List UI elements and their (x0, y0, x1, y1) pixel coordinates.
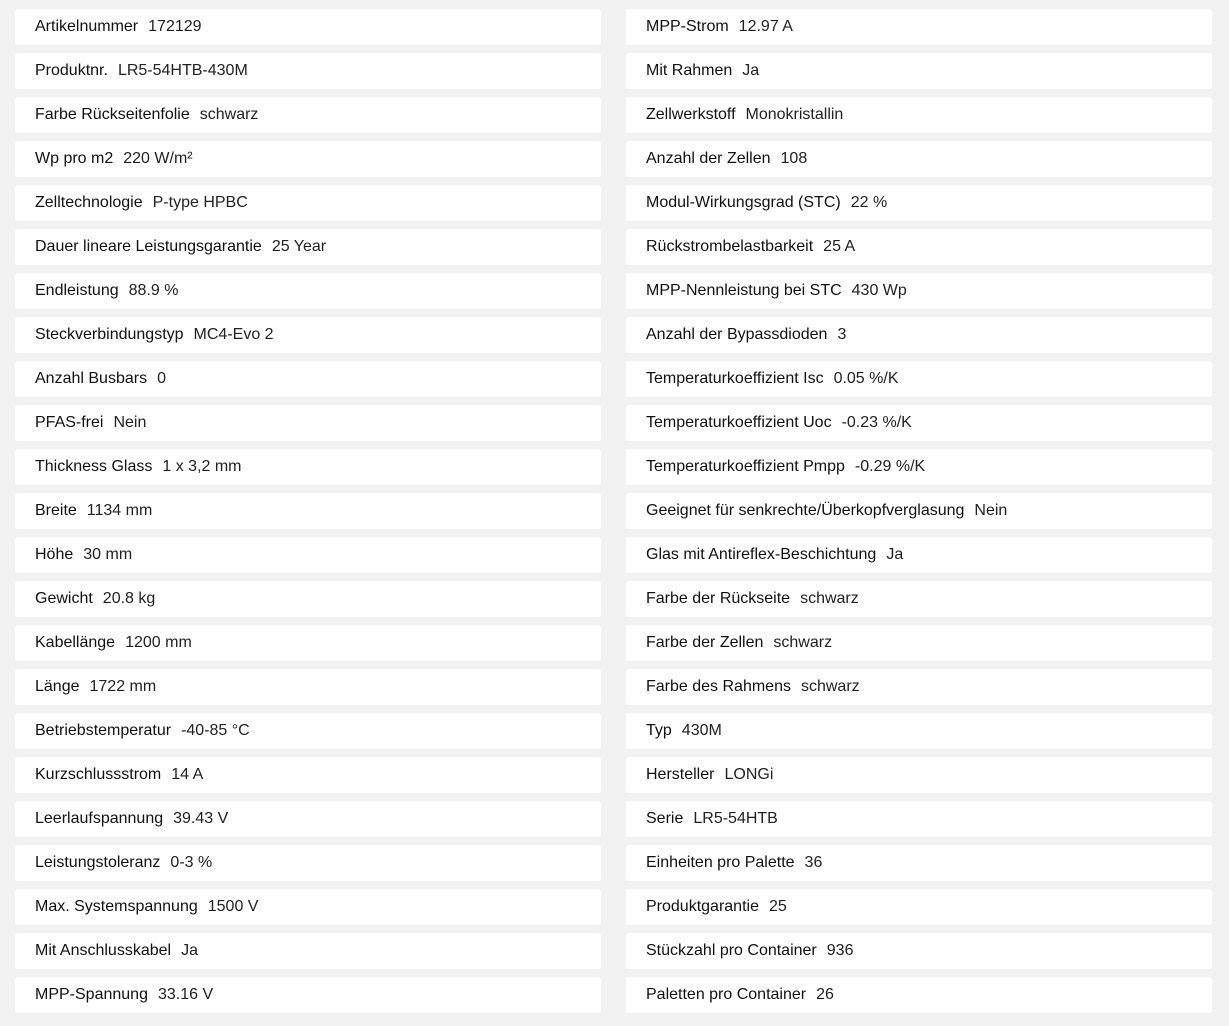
spec-row (15, 405, 601, 441)
spec-value: 1134 mm (86, 502, 153, 519)
spec-label: Kurzschlussstrom (35, 766, 162, 783)
spec-row (626, 97, 1212, 133)
spec-row (15, 713, 601, 749)
spec-label: Hersteller (646, 766, 715, 783)
spec-row (626, 449, 1212, 485)
spec-value: 430 Wp (851, 282, 907, 299)
spec-row (15, 317, 601, 353)
spec-row (626, 273, 1212, 309)
spec-row (626, 713, 1212, 749)
spec-row (626, 581, 1212, 617)
spec-label: Mit Rahmen (646, 62, 733, 79)
spec-value: 430M (681, 722, 722, 739)
spec-row (15, 273, 601, 309)
spec-value: Monokristallin (745, 106, 844, 123)
spec-label: Dauer lineare Leistungsgarantie (35, 238, 262, 255)
spec-row (626, 141, 1212, 177)
spec-value: 33.16 V (157, 986, 214, 1003)
spec-value: Nein (974, 502, 1008, 519)
spec-row (15, 581, 601, 617)
spec-value: P-type HPBC (152, 194, 248, 211)
spec-row (15, 625, 601, 661)
spec-value: 1 x 3,2 mm (162, 458, 242, 475)
spec-row (626, 185, 1212, 221)
spec-value: 25 A (823, 238, 856, 255)
spec-value: 26 (816, 986, 834, 1003)
spec-grid (15, 9, 1212, 1013)
spec-label: Betriebstemperatur (35, 722, 172, 739)
spec-label: MPP-Nennleistung bei STC (646, 282, 842, 299)
spec-label: Höhe (35, 546, 74, 563)
spec-label: Stückzahl pro Container (646, 942, 817, 959)
spec-value: 0-3 % (170, 854, 213, 871)
spec-row (626, 317, 1212, 353)
spec-label: Farbe der Rückseite (646, 590, 791, 607)
spec-label: Steckverbindungstyp (35, 326, 184, 343)
spec-label: Modul-Wirkungsgrad (STC) (646, 194, 841, 211)
spec-row (15, 141, 601, 177)
spec-value: -0.23 %/K (841, 414, 912, 431)
spec-row (15, 889, 601, 925)
spec-label: Leistungstoleranz (35, 854, 161, 871)
spec-label: Thickness Glass (35, 458, 153, 475)
spec-value: 36 (804, 854, 823, 871)
spec-value: MC4-Evo 2 (193, 326, 274, 343)
spec-value: 20.8 kg (102, 590, 156, 607)
spec-row (15, 757, 601, 793)
spec-row (626, 889, 1212, 925)
spec-label: Typ (646, 722, 672, 739)
spec-row (15, 845, 601, 881)
spec-row (15, 53, 601, 89)
spec-value: 25 Year (271, 238, 327, 255)
spec-row (626, 801, 1212, 837)
spec-label: Anzahl der Bypassdioden (646, 326, 828, 343)
spec-row (626, 845, 1212, 881)
spec-label: Zelltechnologie (35, 194, 143, 211)
spec-row (626, 669, 1212, 705)
spec-label: Temperaturkoeffizient Isc (646, 370, 824, 387)
spec-label: Gewicht (35, 590, 93, 607)
spec-label: MPP-Spannung (35, 986, 148, 1003)
spec-label: Temperaturkoeffizient Pmpp (646, 458, 845, 475)
spec-label: Anzahl Busbars (35, 370, 148, 387)
spec-label: MPP-Strom (646, 18, 729, 35)
spec-label: Produktnr. (35, 62, 108, 79)
spec-label: Farbe Rückseitenfolie (35, 106, 190, 123)
spec-label: Breite (35, 502, 77, 519)
spec-label: Max. Systemspannung (35, 898, 198, 915)
spec-label: Glas mit Antireflex-Beschichtung (646, 546, 877, 563)
spec-value: schwarz (800, 678, 860, 695)
spec-label: Leerlaufspannung (35, 810, 164, 827)
spec-value: schwarz (773, 634, 833, 651)
spec-value: 0 (157, 370, 166, 387)
spec-value: 108 (780, 150, 808, 167)
spec-value: LONGi (724, 766, 774, 783)
spec-label: Länge (35, 678, 80, 695)
spec-label: Artikelnummer (35, 18, 139, 35)
spec-row (15, 669, 601, 705)
spec-value: 25 (768, 898, 787, 915)
spec-label: Einheiten pro Palette (646, 854, 795, 871)
spec-row (15, 97, 601, 133)
spec-row (15, 229, 601, 265)
spec-value: 936 (826, 942, 854, 959)
spec-value: -40-85 °C (181, 722, 250, 739)
spec-row (626, 977, 1212, 1013)
spec-value: 3 (837, 326, 847, 343)
spec-value: 12.97 A (738, 18, 793, 35)
spec-row (626, 537, 1212, 573)
spec-value: LR5-54HTB-430M (117, 62, 248, 79)
spec-label: Mit Anschlusskabel (35, 942, 172, 959)
spec-label: Endleistung (35, 282, 119, 299)
spec-value: 220 W/m² (123, 150, 193, 167)
spec-row (626, 9, 1212, 45)
spec-value: schwarz (800, 590, 859, 607)
spec-label: PFAS-frei (35, 414, 104, 431)
spec-value: Ja (886, 546, 904, 563)
spec-label: Rückstrombelastbarkeit (646, 238, 814, 255)
spec-label: Farbe der Zellen (646, 634, 764, 651)
spec-value: 1200 mm (125, 634, 192, 651)
spec-row (15, 185, 601, 221)
spec-row (15, 449, 601, 485)
spec-value: 39.43 V (173, 810, 229, 827)
spec-row (15, 801, 601, 837)
spec-label: Paletten pro Container (646, 986, 807, 1003)
spec-label: Temperaturkoeffizient Uoc (646, 414, 832, 431)
spec-row (626, 229, 1212, 265)
spec-value: 172129 (148, 18, 202, 35)
spec-row (626, 757, 1212, 793)
spec-value: Nein (113, 414, 147, 431)
spec-value: 22 % (850, 194, 888, 211)
spec-row (626, 493, 1212, 529)
spec-label: Produktgarantie (646, 898, 759, 915)
spec-row (626, 53, 1212, 89)
spec-label: Kabellänge (35, 634, 116, 651)
spec-value: schwarz (199, 106, 259, 123)
spec-row (626, 625, 1212, 661)
spec-value: 1500 V (207, 898, 259, 915)
spec-value: 88.9 % (128, 282, 179, 299)
spec-row (15, 933, 601, 969)
spec-label: Wp pro m2 (35, 150, 114, 167)
spec-row (15, 361, 601, 397)
spec-label: Zellwerkstoff (646, 106, 736, 123)
spec-row (15, 493, 601, 529)
spec-value: Ja (181, 942, 198, 959)
spec-value: 1722 mm (89, 678, 157, 695)
spec-row (626, 361, 1212, 397)
spec-row (15, 9, 601, 45)
spec-label: Geeignet für senkrechte/Überkopfverglasung (646, 502, 965, 519)
spec-label: Serie (646, 810, 684, 827)
spec-row (15, 977, 601, 1013)
spec-value: 30 mm (83, 546, 133, 563)
spec-row (626, 933, 1212, 969)
spec-value: -0.29 %/K (854, 458, 926, 475)
spec-row (626, 405, 1212, 441)
spec-value: 14 A (171, 766, 204, 783)
spec-value: Ja (742, 62, 760, 79)
spec-label: Anzahl der Zellen (646, 150, 771, 167)
spec-label: Farbe des Rahmens (646, 678, 791, 695)
spec-value: LR5-54HTB (693, 810, 778, 827)
spec-row (15, 537, 601, 573)
spec-value: 0.05 %/K (833, 370, 899, 387)
